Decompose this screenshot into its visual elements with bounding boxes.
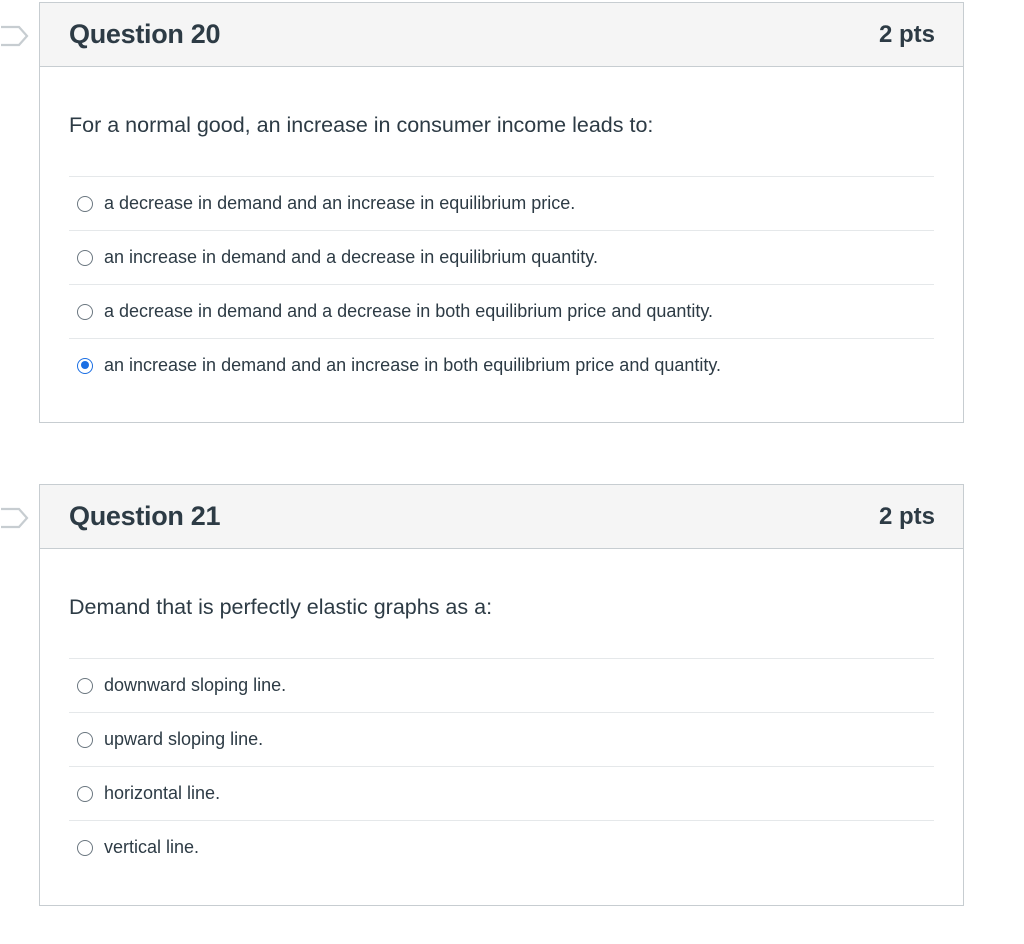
answer-option[interactable]: [69, 231, 934, 285]
answer-label[interactable]: an increase in demand and an increase in both equilibrium price and quantity.: [104, 355, 722, 375]
answer-label[interactable]: an increase in demand and a decrease in equilibrium quantity.: [104, 247, 598, 267]
question-card-20: [39, 2, 964, 423]
answer-label[interactable]: downward sloping line.: [104, 675, 287, 695]
answer-option[interactable]: [69, 713, 934, 767]
answer-option[interactable]: [69, 659, 934, 713]
answer-label[interactable]: vertical line.: [104, 837, 200, 857]
radio-button[interactable]: [77, 840, 93, 856]
answer-label[interactable]: a decrease in demand and an increase in equilibrium price.: [104, 193, 576, 213]
radio-button[interactable]: [77, 678, 93, 694]
flag-question-icon[interactable]: [1, 507, 29, 529]
question-prompt: Demand that is perfectly elastic graphs as a:: [69, 595, 493, 619]
radio-button[interactable]: [77, 786, 93, 802]
answer-option[interactable]: [69, 285, 934, 339]
question-header: [40, 3, 963, 67]
question-title: Question 21: [69, 501, 221, 531]
radio-button[interactable]: [77, 304, 93, 320]
answer-label[interactable]: a decrease in demand and a decrease in both equilibrium price and quantity.: [104, 301, 714, 321]
answer-list: [69, 176, 934, 392]
answer-label[interactable]: upward sloping line.: [104, 729, 264, 749]
answer-option[interactable]: [69, 821, 934, 874]
radio-button-selected[interactable]: [77, 358, 93, 374]
answer-label[interactable]: horizontal line.: [104, 783, 221, 803]
question-points: 2 pts: [878, 503, 935, 530]
flag-question-icon[interactable]: [1, 25, 29, 47]
answer-option[interactable]: [69, 767, 934, 821]
radio-button[interactable]: [77, 196, 93, 212]
question-title: Question 20: [69, 19, 221, 49]
question-card-21: [39, 484, 964, 906]
answer-option[interactable]: [69, 177, 934, 231]
answer-list: [69, 658, 934, 874]
radio-button[interactable]: [77, 250, 93, 266]
question-prompt: For a normal good, an increase in consumer income leads to:: [69, 113, 654, 137]
answer-option[interactable]: [69, 339, 934, 392]
radio-button[interactable]: [77, 732, 93, 748]
question-header: [40, 485, 963, 549]
question-points: 2 pts: [878, 21, 935, 48]
